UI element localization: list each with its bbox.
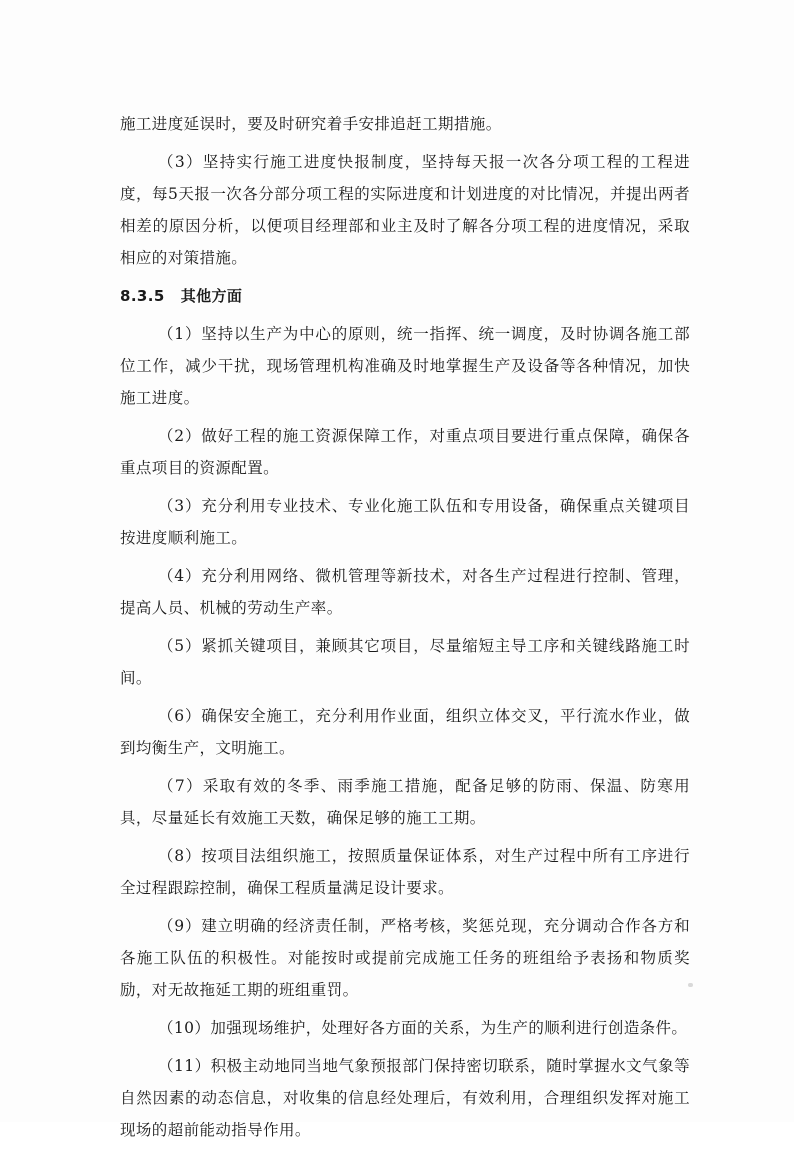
list-item-1: （1）坚持以生产为中心的原则，统一指挥、统一调度，及时协调各施工部位工作，减少干扰，现场管理机构准确及时地掌握生产及设备等各种情况，加快施工进度。	[120, 325, 690, 407]
section-number: 8.3.5	[120, 287, 165, 305]
list-item-3: （3）充分利用专业技术、专业化施工队伍和专用设备，确保重点关键项目按进度顺利施工。	[120, 497, 690, 547]
list-item-9: （9）建立明确的经济责任制，严格考核，奖惩兑现，充分调动合作各方和各施工队伍的积极性。对能按时或提前完成施工任务的班组给予表扬和物质奖励，对无故拖延工期的班组重罚。	[120, 917, 690, 999]
list-item-7: （7）采取有效的冬季、雨季施工措施，配备足够的防雨、保温、防寒用具，尽量延长有效施工天数，确保足够的施工工期。	[120, 777, 690, 827]
list-item-11: （11）积极主动地同当地气象预报部门保持密切联系，随时掌握水文气象等自然因素的动态信息，对收集的信息经处理后，有效利用，合理组织发挥对施工现场的超前能动指导作用。	[120, 1057, 690, 1139]
list-item-8: （8）按项目法组织施工，按照质量保证体系，对生产过程中所有工序进行全过程跟踪控制，确保工程质量满足设计要求。	[120, 847, 690, 897]
list-item-10: （10）加强现场维护，处理好各方面的关系，为生产的顺利进行创造条件。	[158, 1019, 688, 1037]
paragraph-item-3-progress-report: （3）坚持实行施工进度快报制度，坚持每天报一次各分项工程的工程进度，每5天报一次各分部分项工程的实际进度和计划进度的对比情况，并提出两者相差的原因分析，以便项目经理部和业主及时了解各分项工程的进度情况，采取相应的对策措施。	[120, 153, 690, 267]
list-item-2: （2）做好工程的施工资源保障工作，对重点项目要进行重点保障，确保各重点项目的资源配置。	[120, 427, 690, 477]
list-item-5: （5）紧抓关键项目，兼顾其它项目，尽量缩短主导工序和关键线路施工时间。	[120, 637, 690, 687]
paragraph-continued: 施工进度延误时，要及时研究着手安排追赶工期措施。	[120, 115, 502, 133]
document-body	[120, 108, 690, 1152]
scan-speck	[688, 983, 693, 987]
list-item-6: （6）确保安全施工，充分利用作业面，组织立体交叉，平行流水作业，做到均衡生产，文明施工。	[120, 707, 690, 757]
section-heading	[120, 280, 690, 312]
list-item-4: （4）充分利用网络、微机管理等新技术，对各生产过程进行控制、管理，提高人员、机械的劳动生产率。	[120, 567, 690, 617]
section-title: 其他方面	[180, 287, 243, 305]
